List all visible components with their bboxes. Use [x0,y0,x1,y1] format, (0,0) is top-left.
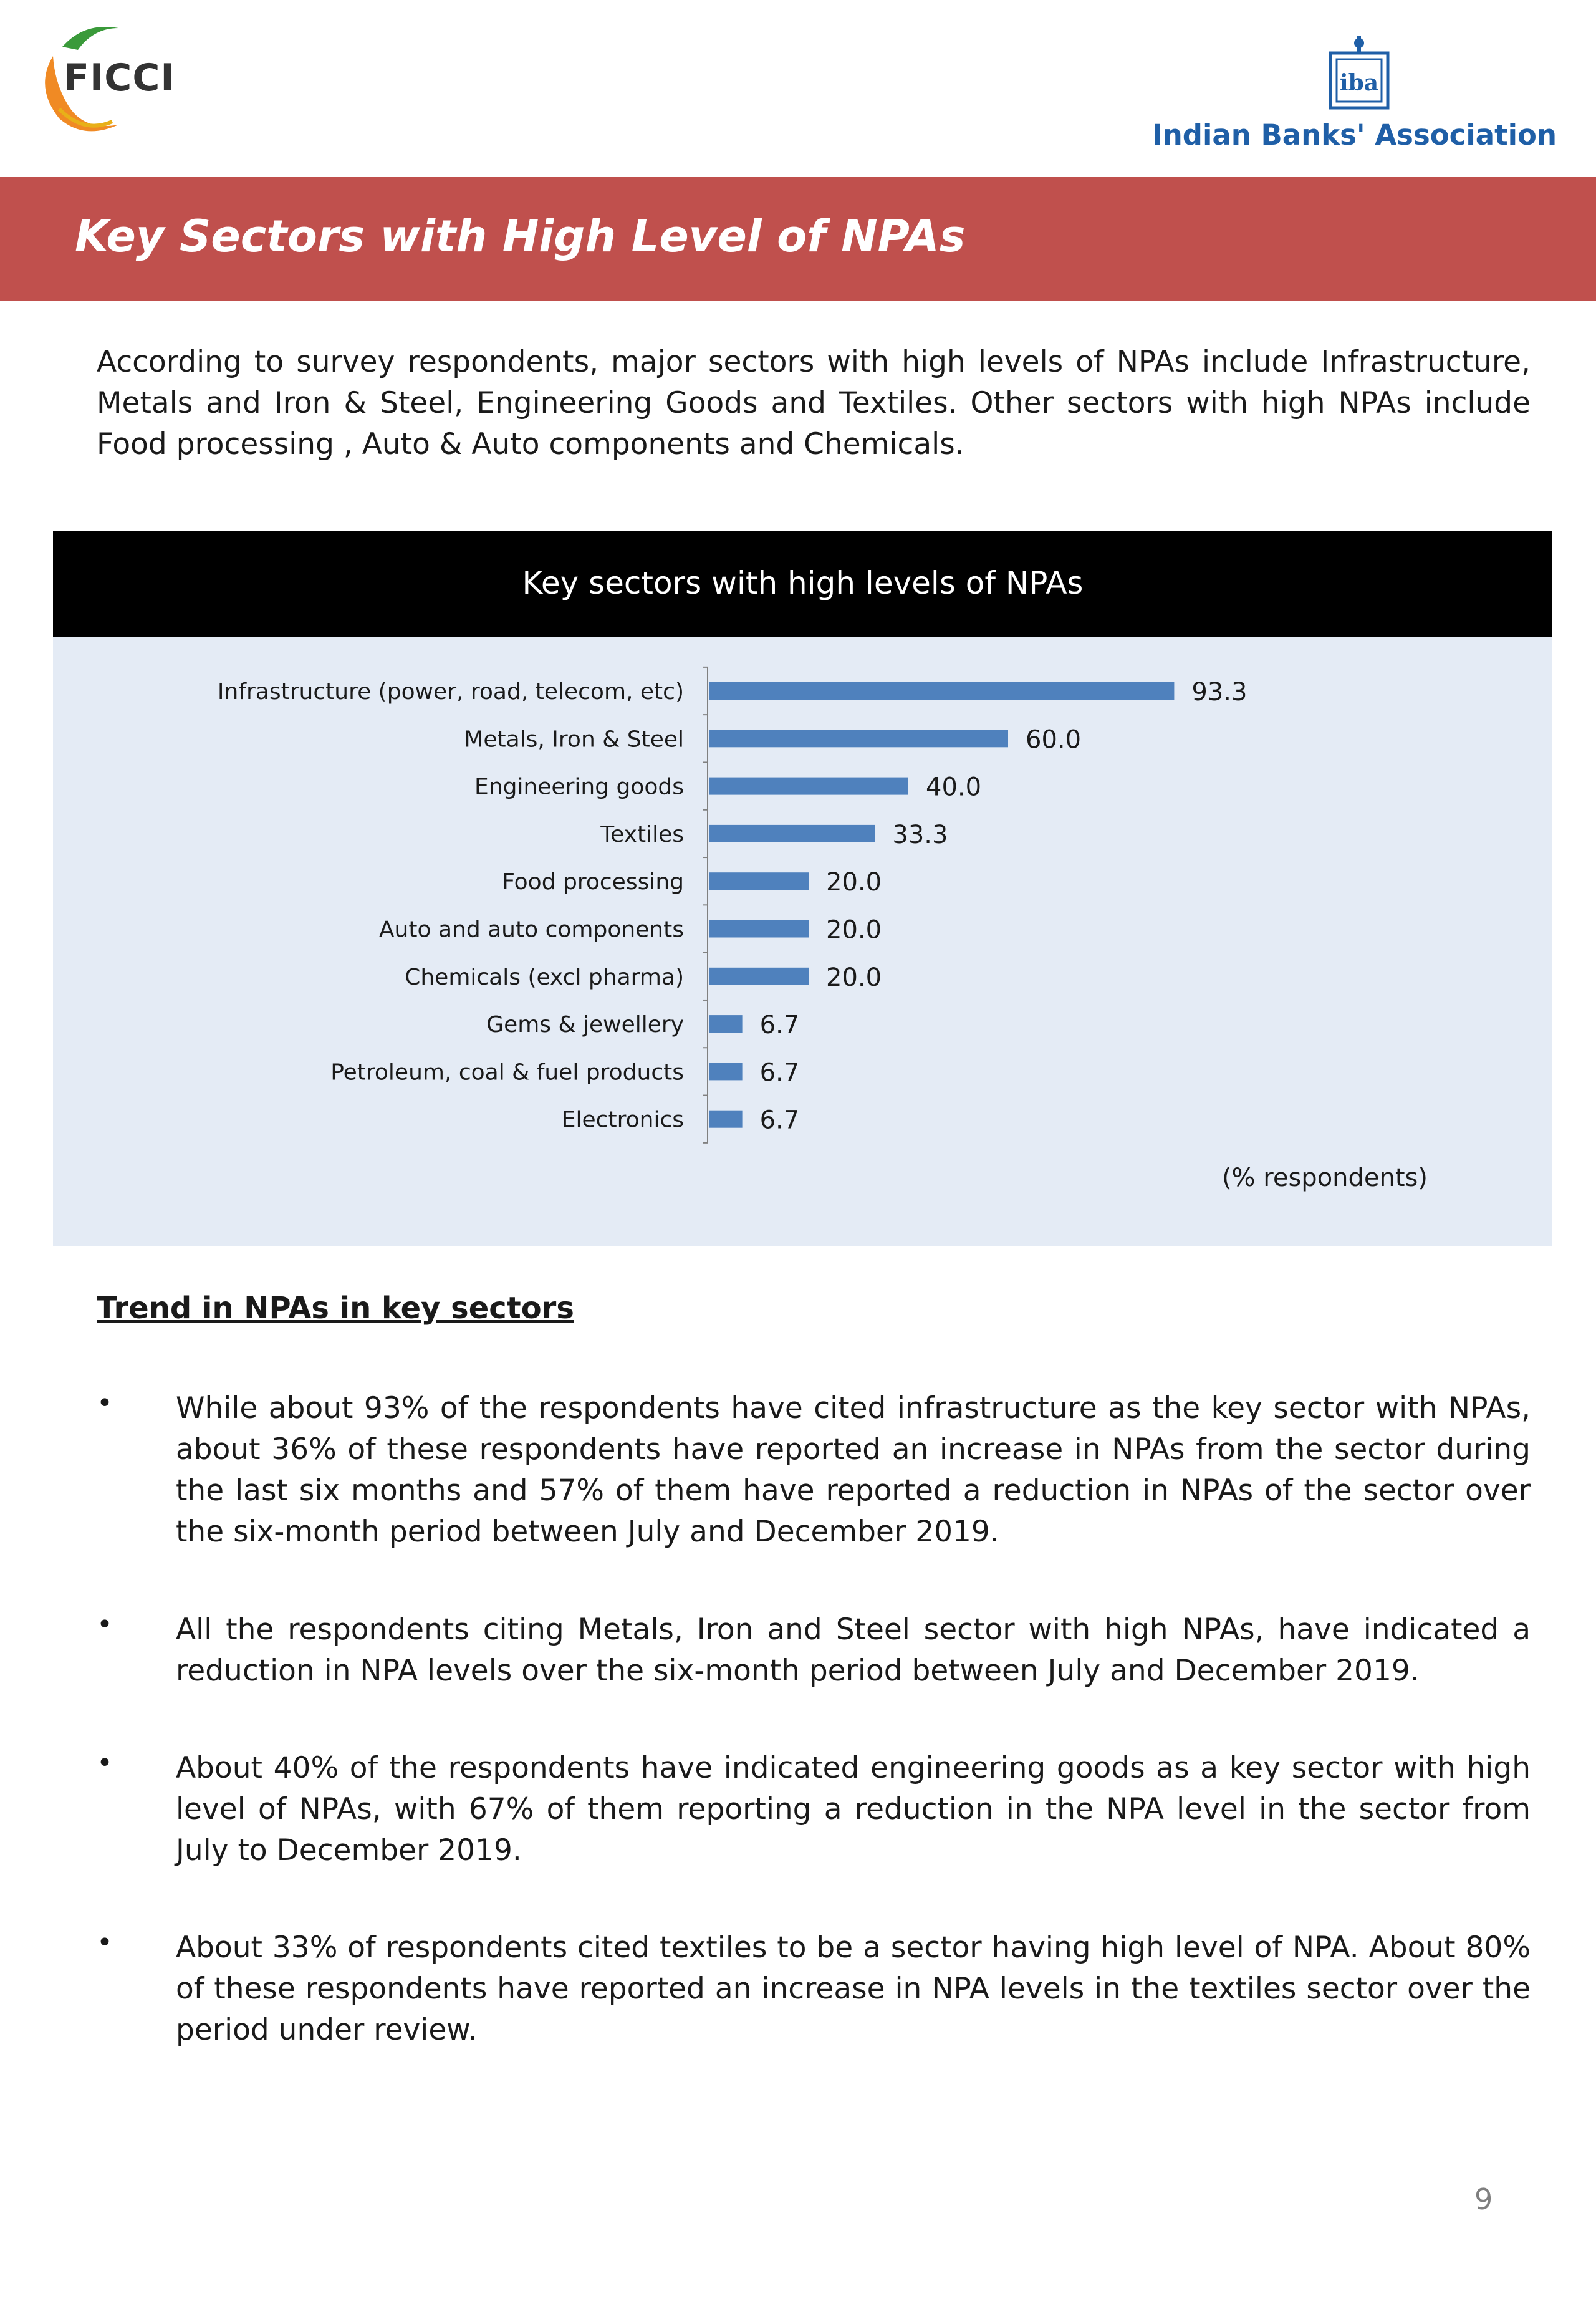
chart-bar [709,682,1174,700]
bullet-1-text: While about 93% of the respondents have cited infrastructure as the key sector with NPAs, about 36% of these respondents have reported an increase in NPAs from the sector during the last six months and 57% of them have reported a reduction in NPAs of the sector over the six-month period between July and December 2019. [176,1391,1531,1549]
chart-category-label: Metals, Iron & Steel [464,726,684,753]
chart-value-label: 6.7 [759,1106,800,1135]
chart-category-label: Food processing [502,869,684,895]
intro-paragraph: According to survey respondents, major sectors with high levels of NPAs include Infrastructure, Metals and Iron & Steel, Engineering Goods and Textiles. Other sectors with high NPAs include Food processing , Auto & Auto components and Chemicals. [97,345,1531,461]
chart-category-label: Electronics [561,1107,684,1133]
chart-unit-note: (% respondents) [1221,1164,1428,1192]
chart-bar [709,1063,743,1080]
chart-panel [53,531,1552,1246]
chart-bar [709,825,875,842]
chart-bar [709,872,809,890]
page-number: 9 [1474,2182,1493,2216]
chart-value-label: 60.0 [1026,725,1082,754]
chart-value-label: 93.3 [1191,678,1247,706]
chart-value-label: 6.7 [759,1011,800,1040]
chart-bar [709,1111,743,1128]
chart-bar [709,968,809,985]
chart-value-label: 33.3 [892,820,948,849]
chart-value-label: 6.7 [759,1058,800,1087]
chart-category-label: Gems & jewellery [486,1012,684,1038]
chart-value-label: 20.0 [826,963,882,992]
bullet-3-dot: • [97,1747,113,1779]
bullet-4-text: About 33% of respondents cited textiles to be a sector having high level of NPA. About 80% of these respondents have reported an increase in NPA levels in the textiles sector over the period under review. [176,1930,1531,2047]
bullet-2-dot: • [97,1609,113,1641]
chart-bar [709,1015,743,1033]
ficci-logo-text: FICCI [64,56,175,100]
bullet-2-text: All the respondents citing Metals, Iron and Steel sector with high NPAs, have indicated a reduction in NPA levels over the six-month period between July and December 2019. [176,1612,1531,1688]
iba-emblem-text: iba [1339,70,1379,96]
bullet-3-text: About 40% of the respondents have indicated engineering goods as a key sector with high level of NPAs, with 67% of them reporting a reduction in the NPA level in the sector from July to December 2019. [176,1751,1531,1868]
bar-chart [53,531,1552,1246]
chart-title: Key sectors with high levels of NPAs [522,565,1084,601]
bullet-1-dot: • [97,1387,113,1419]
iba-logo [1122,31,1577,156]
chart-category-label: Textiles [600,821,684,847]
chart-value-label: 20.0 [826,868,882,897]
chart-bar [709,920,809,938]
chart-category-label: Petroleum, coal & fuel products [330,1059,684,1086]
chart-category-label: Infrastructure (power, road, telecom, etc) [217,679,684,705]
chart-category-label: Engineering goods [474,774,684,800]
chart-category-label: Chemicals (excl pharma) [405,964,684,990]
chart-category-label: Auto and auto components [378,917,684,943]
section-banner [0,177,1596,301]
chart-value-label: 40.0 [926,773,982,802]
trend-heading: Trend in NPAs in key sectors [97,1291,574,1326]
iba-logo-name: Indian Banks' Association [1152,118,1557,152]
chart-bar [709,778,908,795]
ficci-logo [25,12,181,143]
page-title: Key Sectors with High Level of NPAs [75,211,966,262]
iba-emblem-icon [1328,34,1390,110]
chart-value-label: 20.0 [826,915,882,945]
chart-bar [709,730,1008,747]
bullet-4-dot: • [97,1927,113,1959]
